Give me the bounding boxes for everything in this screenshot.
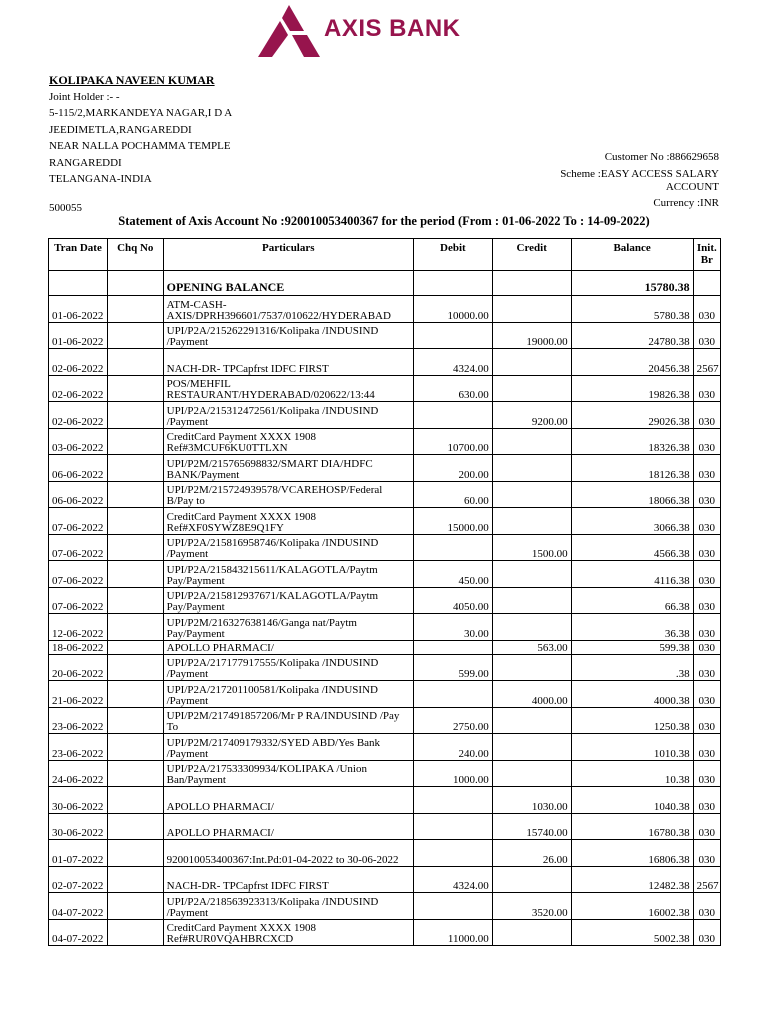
particulars-cell: UPI/P2A/218563923313/Kolipaka /INDUSIND /Payment [163, 893, 413, 920]
opening-balance-row [49, 271, 721, 296]
chq-no-cell [107, 787, 163, 814]
balance-cell: 4000.38 [571, 681, 693, 708]
particulars-cell: UPI/P2A/215312472561/Kolipaka /INDUSIND /Payment [163, 402, 413, 429]
credit-cell: 4000.00 [492, 681, 571, 708]
balance-cell: 5780.38 [571, 296, 693, 323]
init-br-cell: 030 [693, 508, 720, 535]
init-br-cell: 030 [693, 893, 720, 920]
balance-cell: 1010.38 [571, 734, 693, 761]
tran-date-cell: 07-06-2022 [49, 561, 108, 588]
init-br-cell: 030 [693, 813, 720, 840]
balance-cell: 29026.38 [571, 402, 693, 429]
credit-cell: 1030.00 [492, 787, 571, 814]
header-init-br: Init. Br [693, 239, 720, 271]
chq-no-cell [107, 587, 163, 614]
debit-cell: 4324.00 [413, 349, 492, 376]
particulars-cell: CreditCard Payment XXXX 1908 Ref#XF0SYWZ8E9Q1FY [163, 508, 413, 535]
particulars-cell: UPI/P2A/215812937671/KALAGOTLA/Paytm Pay/Payment [163, 587, 413, 614]
credit-cell [492, 561, 571, 588]
init-br-cell: 030 [693, 534, 720, 561]
address-spacer [49, 188, 232, 200]
balance-cell: 20456.38 [571, 349, 693, 376]
tran-date-cell: 03-06-2022 [49, 428, 108, 455]
init-br-cell: 030 [693, 561, 720, 588]
debit-cell: 4324.00 [413, 866, 492, 893]
tran-date-cell: 12-06-2022 [49, 614, 108, 641]
balance-cell: 16780.38 [571, 813, 693, 840]
particulars-cell: UPI/P2A/217177917555/Kolipaka /INDUSIND /Payment [163, 654, 413, 681]
balance-cell: 12482.38 [571, 866, 693, 893]
init-br-cell: 030 [693, 760, 720, 787]
debit-cell: 10000.00 [413, 296, 492, 323]
tran-date-cell: 04-07-2022 [49, 893, 108, 920]
table-row [49, 734, 721, 761]
table-cell [413, 271, 492, 296]
credit-cell [492, 375, 571, 402]
chq-no-cell [107, 707, 163, 734]
tran-date-cell: 01-07-2022 [49, 840, 108, 867]
header-credit: Credit [492, 239, 571, 271]
table-row [49, 375, 721, 402]
address-line: RANGAREDDI [49, 156, 122, 169]
table-row [49, 349, 721, 376]
init-br-cell: 030 [693, 296, 720, 323]
debit-cell: 60.00 [413, 481, 492, 508]
address-line: TELANGANA-INDIA [49, 173, 152, 185]
address-line: 5-115/2,MARKANDEYA NAGAR,I D A [49, 107, 233, 119]
table-row [49, 787, 721, 814]
header-particulars: Particulars [163, 239, 413, 271]
credit-cell [492, 760, 571, 787]
balance-cell: 4116.38 [571, 561, 693, 588]
tran-date-cell: 30-06-2022 [49, 787, 108, 814]
particulars-cell: UPI/P2M/217409179332/SYED ABD/Yes Bank /Payment [163, 734, 413, 761]
chq-no-cell [107, 455, 163, 482]
chq-no-cell [107, 534, 163, 561]
chq-no-cell [107, 734, 163, 761]
table-row [49, 654, 721, 681]
init-br-cell: 030 [693, 402, 720, 429]
scheme-line: Scheme :EASY ACCESS SALARY [560, 167, 719, 180]
credit-cell: 15740.00 [492, 813, 571, 840]
table-row [49, 760, 721, 787]
scheme-line: ACCOUNT [665, 181, 719, 193]
table-header-row [49, 239, 721, 271]
credit-cell [492, 455, 571, 482]
particulars-cell: ATM-CASH-AXIS/DPRH396601/7537/010622/HYDERABAD [163, 296, 413, 323]
chq-no-cell [107, 375, 163, 402]
particulars-cell: NACH-DR- TPCapfrst IDFC FIRST [163, 349, 413, 376]
debit-cell: 599.00 [413, 654, 492, 681]
particulars-cell: UPI/P2M/215724939578/VCAREHOSP/Federal B/Pay to [163, 481, 413, 508]
customer-address-block [49, 72, 232, 216]
balance-cell: 5002.38 [571, 919, 693, 946]
chq-no-cell [107, 654, 163, 681]
table-row [49, 919, 721, 946]
address-line: NEAR NALLA POCHAMMA TEMPLE [49, 140, 231, 152]
chq-no-cell [107, 508, 163, 535]
init-br-cell: 030 [693, 787, 720, 814]
init-br-cell: 030 [693, 455, 720, 482]
chq-no-cell [107, 681, 163, 708]
table-row [49, 840, 721, 867]
debit-cell [413, 534, 492, 561]
table-row [49, 455, 721, 482]
balance-cell: 1040.38 [571, 787, 693, 814]
joint-holder: Joint Holder :- - [49, 90, 120, 103]
debit-cell: 11000.00 [413, 919, 492, 946]
header-chq-no: Chq No [107, 239, 163, 271]
init-br-cell: 030 [693, 322, 720, 349]
tran-date-cell: 07-06-2022 [49, 534, 108, 561]
chq-no-cell [107, 561, 163, 588]
credit-cell [492, 428, 571, 455]
balance-cell: 19826.38 [571, 375, 693, 402]
debit-cell: 30.00 [413, 614, 492, 641]
init-br-cell: 030 [693, 640, 720, 654]
transactions-table [48, 238, 721, 946]
debit-cell: 1000.00 [413, 760, 492, 787]
chq-no-cell [107, 296, 163, 323]
tran-date-cell: 06-06-2022 [49, 481, 108, 508]
particulars-cell: NACH-DR- TPCapfrst IDFC FIRST [163, 866, 413, 893]
table-row [49, 707, 721, 734]
tran-date-cell: 24-06-2022 [49, 760, 108, 787]
tran-date-cell: 04-07-2022 [49, 919, 108, 946]
debit-cell: 630.00 [413, 375, 492, 402]
credit-cell [492, 734, 571, 761]
table-row [49, 534, 721, 561]
chq-no-cell [107, 760, 163, 787]
debit-cell: 200.00 [413, 455, 492, 482]
tran-date-cell: 02-06-2022 [49, 349, 108, 376]
tran-date-cell: 06-06-2022 [49, 455, 108, 482]
init-br-cell: 030 [693, 681, 720, 708]
customer-number: Customer No :886629658 [604, 151, 719, 163]
balance-cell: 18066.38 [571, 481, 693, 508]
init-br-cell: 030 [693, 840, 720, 867]
table-row [49, 402, 721, 429]
tran-date-cell: 21-06-2022 [49, 681, 108, 708]
credit-cell [492, 654, 571, 681]
balance-cell: .38 [571, 654, 693, 681]
credit-cell [492, 866, 571, 893]
debit-cell [413, 840, 492, 867]
chq-no-cell [107, 428, 163, 455]
table-row [49, 813, 721, 840]
particulars-cell: CreditCard Payment XXXX 1908 Ref#RUR0VQAHBRCXCD [163, 919, 413, 946]
particulars-cell: UPI/P2A/215262291316/Kolipaka /INDUSIND /Payment [163, 322, 413, 349]
balance-cell: 599.38 [571, 640, 693, 654]
balance-cell: 4566.38 [571, 534, 693, 561]
init-br-cell: 030 [693, 654, 720, 681]
chq-no-cell [107, 640, 163, 654]
balance-cell: 18126.38 [571, 455, 693, 482]
header-tran-date: Tran Date [49, 239, 108, 271]
tran-date-cell: 02-06-2022 [49, 402, 108, 429]
credit-cell [492, 587, 571, 614]
init-br-cell: 030 [693, 428, 720, 455]
particulars-cell: UPI/P2M/216327638146/Ganga nat/Paytm Pay/Payment [163, 614, 413, 641]
particulars-cell: 920010053400367:Int.Pd:01-04-2022 to 30-06-2022 [163, 840, 413, 867]
balance-cell: 66.38 [571, 587, 693, 614]
address-line: JEEDIMETLA,RANGAREDDI [49, 123, 192, 136]
tran-date-cell: 30-06-2022 [49, 813, 108, 840]
balance-cell: 1250.38 [571, 707, 693, 734]
credit-cell: 9200.00 [492, 402, 571, 429]
credit-cell [492, 296, 571, 323]
header-balance: Balance [571, 239, 693, 271]
init-br-cell: 2567 [693, 349, 720, 376]
init-br-cell: 030 [693, 481, 720, 508]
credit-cell: 563.00 [492, 640, 571, 654]
customer-name: KOLIPAKA NAVEEN KUMAR [49, 73, 215, 87]
table-row [49, 561, 721, 588]
table-row [49, 681, 721, 708]
balance-cell: 18326.38 [571, 428, 693, 455]
tran-date-cell: 20-06-2022 [49, 654, 108, 681]
particulars-cell: UPI/P2A/215816958746/Kolipaka /INDUSIND /Payment [163, 534, 413, 561]
init-br-cell: 030 [693, 614, 720, 641]
tran-date-cell: 18-06-2022 [49, 640, 108, 654]
debit-cell [413, 402, 492, 429]
chq-no-cell [107, 893, 163, 920]
particulars-cell: UPI/P2A/217533309934/KOLIPAKA /Union Ban/Payment [163, 760, 413, 787]
particulars-cell: APOLLO PHARMACI/ [163, 813, 413, 840]
debit-cell [413, 787, 492, 814]
debit-cell [413, 322, 492, 349]
balance-cell: 16002.38 [571, 893, 693, 920]
credit-cell: 3520.00 [492, 893, 571, 920]
chq-no-cell [107, 840, 163, 867]
init-br-cell: 030 [693, 919, 720, 946]
init-br-cell: 030 [693, 707, 720, 734]
opening-balance-label: OPENING BALANCE [163, 271, 413, 296]
init-br-cell: 030 [693, 587, 720, 614]
axis-bank-logo-mark-icon [258, 5, 320, 57]
currency: Currency :INR [653, 196, 719, 209]
init-br-cell: 2567 [693, 866, 720, 893]
chq-no-cell [107, 322, 163, 349]
balance-cell: 24780.38 [571, 322, 693, 349]
tran-date-cell: 01-06-2022 [49, 322, 108, 349]
debit-cell [413, 813, 492, 840]
chq-no-cell [107, 813, 163, 840]
table-cell [693, 271, 720, 296]
debit-cell: 240.00 [413, 734, 492, 761]
particulars-cell: UPI/P2M/215765698832/SMART DIA/HDFC BANK/Payment [163, 455, 413, 482]
balance-cell: 36.38 [571, 614, 693, 641]
statement-title: Statement of Axis Account No :920010053400367 for the period (From : 01-06-2022 To : 14-09-2022) [118, 214, 650, 228]
credit-cell: 19000.00 [492, 322, 571, 349]
table-row [49, 587, 721, 614]
credit-cell [492, 707, 571, 734]
particulars-cell: APOLLO PHARMACI/ [163, 787, 413, 814]
table-cell [107, 271, 163, 296]
header-debit: Debit [413, 239, 492, 271]
table-row [49, 481, 721, 508]
credit-cell: 1500.00 [492, 534, 571, 561]
tran-date-cell: 02-06-2022 [49, 375, 108, 402]
table-cell [492, 271, 571, 296]
bank-name: AXIS BANK [324, 15, 461, 42]
table-row [49, 296, 721, 323]
credit-cell: 26.00 [492, 840, 571, 867]
tran-date-cell: 07-06-2022 [49, 587, 108, 614]
debit-cell: 15000.00 [413, 508, 492, 535]
particulars-cell: UPI/P2A/217201100581/Kolipaka /INDUSIND /Payment [163, 681, 413, 708]
debit-cell: 10700.00 [413, 428, 492, 455]
particulars-cell: UPI/P2A/215843215611/KALAGOTLA/Paytm Pay/Payment [163, 561, 413, 588]
credit-cell [492, 919, 571, 946]
debit-cell [413, 893, 492, 920]
table-row [49, 893, 721, 920]
chq-no-cell [107, 919, 163, 946]
chq-no-cell [107, 402, 163, 429]
init-br-cell: 030 [693, 734, 720, 761]
debit-cell: 450.00 [413, 561, 492, 588]
credit-cell [492, 508, 571, 535]
table-row [49, 614, 721, 641]
credit-cell [492, 349, 571, 376]
particulars-cell: POS/MEHFIL RESTAURANT/HYDERABAD/020622/13:44 [163, 375, 413, 402]
particulars-cell: APOLLO PHARMACI/ [163, 640, 413, 654]
tran-date-cell: 02-07-2022 [49, 866, 108, 893]
table-row [49, 640, 721, 654]
particulars-cell: UPI/P2M/217491857206/Mr P RA/INDUSIND /Pay To [163, 707, 413, 734]
debit-cell [413, 681, 492, 708]
balance-cell: 10.38 [571, 760, 693, 787]
tran-date-cell: 23-06-2022 [49, 734, 108, 761]
chq-no-cell [107, 349, 163, 376]
init-br-cell: 030 [693, 375, 720, 402]
tran-date-cell: 23-06-2022 [49, 707, 108, 734]
credit-cell [492, 481, 571, 508]
credit-cell [492, 614, 571, 641]
chq-no-cell [107, 614, 163, 641]
chq-no-cell [107, 481, 163, 508]
chq-no-cell [107, 866, 163, 893]
address-pincode: 500055 [49, 201, 82, 214]
opening-balance-value: 15780.38 [571, 271, 693, 296]
table-row [49, 508, 721, 535]
table-cell [49, 271, 108, 296]
axis-bank-logo [258, 5, 498, 57]
table-row [49, 428, 721, 455]
tran-date-cell: 07-06-2022 [49, 508, 108, 535]
particulars-cell: CreditCard Payment XXXX 1908 Ref#3MCUF6KU0TTLXN [163, 428, 413, 455]
debit-cell: 4050.00 [413, 587, 492, 614]
table-row [49, 866, 721, 893]
table-row [49, 322, 721, 349]
debit-cell: 2750.00 [413, 707, 492, 734]
debit-cell [413, 640, 492, 654]
tran-date-cell: 01-06-2022 [49, 296, 108, 323]
account-info-block [560, 151, 719, 210]
balance-cell: 3066.38 [571, 508, 693, 535]
balance-cell: 16806.38 [571, 840, 693, 867]
